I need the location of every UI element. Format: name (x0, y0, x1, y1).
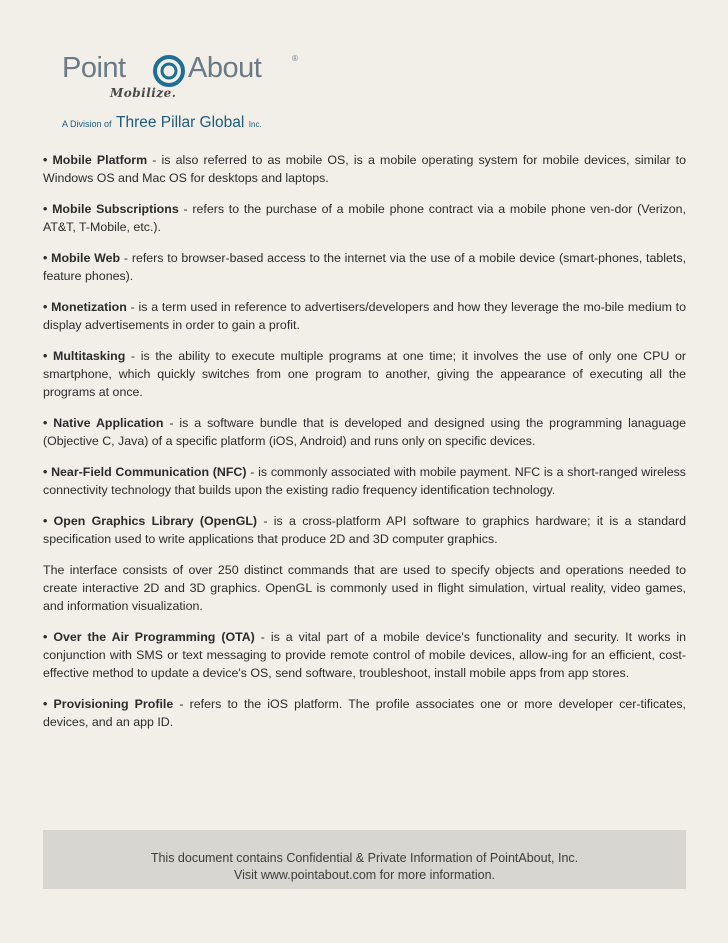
bullet-icon: • (43, 416, 54, 430)
glossary-entry (43, 200, 686, 236)
opengl-paragraph: The interface consists of over 250 distinct commands that are used to specify objects and operations needed to create interactive 2D and 3D graphics. OpenGL is commonly used in flight simulation, virtual reality, video games, and information visualization. (43, 563, 686, 613)
glossary-definition: - is commonly associated with mobile payment. NFC is a short-ranged wireless connectivity technology that builds upon the existing radio frequency identification technology. (43, 465, 686, 497)
bullet-icon: • (43, 697, 54, 711)
glossary-definition: - refers to the iOS platform. The profile associates one or more developer cer-tificates, devices, and an app ID. (43, 697, 687, 729)
glossary-term: Open Graphics Library (OpenGL) (53, 514, 258, 528)
footer-website-text: Visit www.pointabout.com for more information. (234, 868, 495, 882)
bullet-icon: • (43, 300, 52, 314)
footer-confidential-text: This document contains Confidential & Private Information of PointAbout, Inc. (150, 851, 579, 865)
glossary-entry (43, 695, 686, 731)
glossary-definition: - refers to browser-based access to the internet via the use of a mobile device (smart-phones, tablets, feature phones). (43, 251, 687, 283)
glossary-definition: - is the ability to execute multiple programs at one time; it involves the use of only one CPU or smartphone, which quickly switches from one program to another, giving the appearance of executing all the programs at once. (43, 349, 687, 399)
bullet-icon: • (43, 349, 53, 363)
glossary-term: Over the Air Programming (OTA) (53, 630, 255, 644)
confidential-footer (43, 830, 686, 889)
glossary-entry (43, 628, 686, 682)
glossary-term: Mobile Subscriptions (52, 202, 179, 216)
division-name: Three Pillar Global (115, 114, 245, 131)
bullet-icon: • (43, 251, 52, 265)
glossary-term: Near-Field Communication (NFC) (51, 465, 247, 479)
division-prefix: A Division of (62, 119, 112, 129)
company-logo (62, 52, 298, 137)
logo-tagline: Mobilize. (110, 86, 177, 100)
glossary-term: Monetization (51, 300, 127, 314)
bullet-icon: • (43, 630, 54, 644)
glossary-entry (43, 347, 686, 401)
logo-point-text: Point (62, 52, 126, 84)
glossary-term: Mobile Platform (52, 153, 148, 167)
bullet-icon: • (43, 465, 52, 479)
logo-registered-mark: ® (292, 54, 298, 63)
glossary-definition: - is a software bundle that is developed and designed using the programming lanaguage (Objective C, Java) of a specific platform (iOS, Android) and runs only on specific devices. (43, 416, 686, 448)
glossary-entry (43, 151, 686, 187)
bullet-icon: • (43, 202, 53, 216)
division-line (62, 114, 262, 132)
glossary-term: Native Application (53, 416, 164, 430)
bullet-icon: • (43, 153, 53, 167)
glossary-definition: - is also referred to as mobile OS, is a mobile operating system for mobile devices, similar to Windows OS and Mac OS for desktops and laptops. (43, 153, 686, 185)
glossary-entry (43, 298, 686, 334)
logo-about-text: About (188, 52, 262, 84)
glossary-definition: - refers to the purchase of a mobile phone contract via a mobile phone ven-dor (Verizon, AT&T, T-Mobile, etc.). (43, 202, 687, 234)
glossary-definition: - is a vital part of a mobile device's functionality and security. It works in conjunction with SMS or text messaging to provide remote control of mobile devices, allow-ing for an efficient, cost-effective method to update a device's OS, send software, troubleshoot, install mobile apps from app stores. (43, 630, 687, 680)
glossary-definition: - is a cross-platform API software to graphics hardware; it is a standard specification used to write applications that produce 2D and 3D computer graphics. (43, 514, 687, 546)
glossary-term: Multitasking (53, 349, 126, 363)
glossary-term: Provisioning Profile (53, 697, 174, 711)
logo-target-icon (153, 55, 185, 87)
glossary-entry (43, 414, 686, 450)
glossary-term: Mobile Web (51, 251, 121, 265)
bullet-icon: • (43, 514, 54, 528)
glossary-definition: - is a term used in reference to advertisers/developers and how they leverage the mo-bile medium to display advertisements in order to gain a profit. (43, 300, 686, 332)
division-suffix: Inc. (248, 120, 262, 129)
glossary-entry (43, 512, 686, 548)
glossary-entry (43, 249, 686, 285)
glossary-entry (43, 463, 686, 499)
glossary-content (43, 151, 686, 744)
